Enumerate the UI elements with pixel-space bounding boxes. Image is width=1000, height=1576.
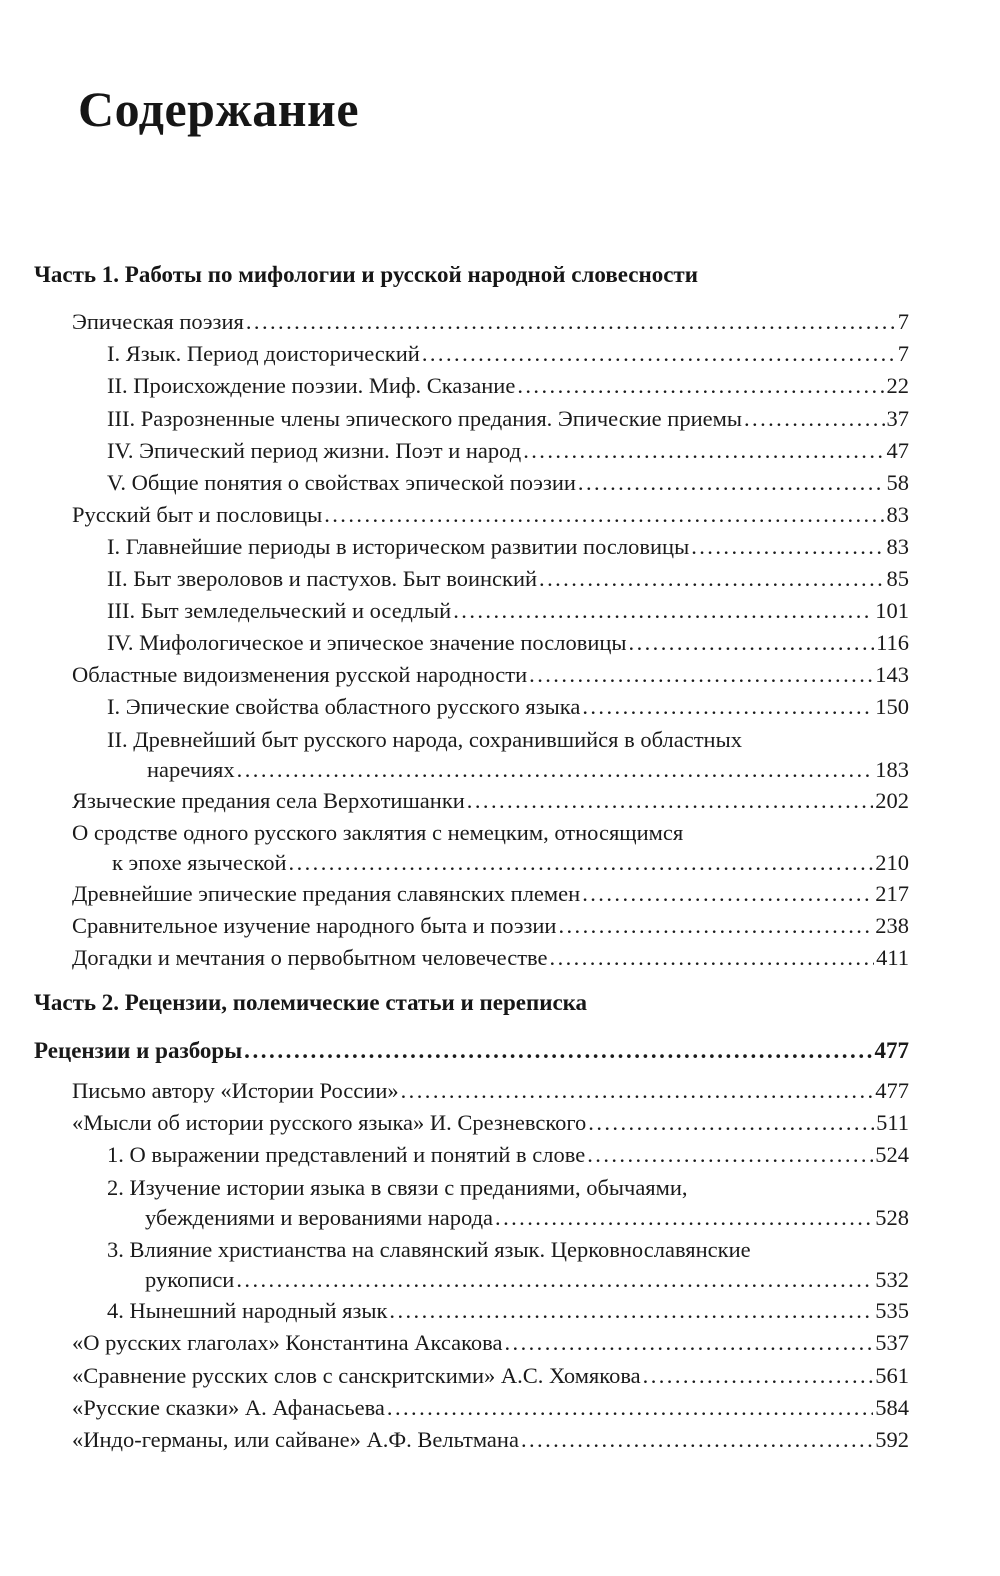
toc-entry-title: II. Происхождение поэзии. Миф. Сказание — [107, 373, 516, 398]
toc-entry-title: «О русских глаголах» Константина Аксакова — [72, 1330, 503, 1355]
toc-entry[interactable] — [107, 1296, 909, 1326]
toc-entry[interactable] — [107, 532, 909, 562]
toc-entry[interactable] — [72, 500, 909, 530]
toc-entry-page: 150 — [875, 694, 909, 719]
toc-entry-title: 2. Изучение истории языка в связи с преданиями, обычаями, — [107, 1175, 688, 1200]
toc-entry-title: II. Быт звероловов и пастухов. Быт воинский — [107, 566, 538, 591]
toc-entry-page: 83 — [886, 534, 909, 559]
toc-entry-page: 592 — [875, 1427, 909, 1452]
leader-dots — [582, 692, 873, 722]
leader-dots — [401, 1076, 874, 1106]
leader-dots — [324, 500, 884, 530]
leader-dots — [422, 339, 896, 369]
toc-entry[interactable] — [107, 1173, 909, 1233]
toc-entry-page: 535 — [875, 1298, 909, 1323]
leader-dots — [467, 786, 873, 816]
toc-entry-page: 210 — [875, 850, 909, 875]
leader-dots — [629, 628, 875, 658]
toc-entry-page: 511 — [876, 1110, 909, 1135]
toc-entry-page: 217 — [875, 881, 909, 906]
toc-entry-title: Письмо автору «Истории России» — [72, 1078, 399, 1103]
leader-dots — [453, 596, 873, 626]
toc-entry[interactable] — [107, 628, 909, 658]
toc-entry-page: 47 — [886, 438, 909, 463]
toc-entry[interactable] — [107, 692, 909, 722]
page-title: Содержание — [78, 81, 360, 137]
toc-entry-title-continued: к эпохе языческой — [112, 850, 287, 875]
toc-entry-page: 22 — [886, 373, 909, 398]
toc-entry[interactable] — [107, 468, 909, 498]
leader-dots — [246, 307, 896, 337]
leader-dots — [236, 1265, 873, 1295]
toc-entry[interactable] — [107, 1140, 909, 1170]
leader-dots — [389, 1296, 873, 1326]
leader-dots — [558, 911, 873, 941]
toc-entry-title: «Индо-германы, или сайване» А.Ф. Вельтмана — [72, 1427, 519, 1452]
leader-dots — [387, 1393, 873, 1423]
toc-entry-title: Рецензии и разборы — [34, 1038, 243, 1063]
toc-entry[interactable] — [107, 1235, 909, 1295]
toc-entry[interactable] — [107, 339, 909, 369]
toc-entry-title: «Сравнение русских слов с санскритскими» А.С. Хомякова — [72, 1363, 641, 1388]
toc-entry[interactable] — [107, 371, 909, 401]
toc-entry-page: 58 — [886, 470, 909, 495]
leader-dots — [504, 1328, 873, 1358]
toc-entry-page: 477 — [874, 1038, 909, 1063]
toc-entry-title-continued: убеждениями и верованиями народа — [145, 1205, 494, 1230]
leader-dots — [744, 404, 885, 434]
toc-entry-title: Русский быт и пословицы — [72, 502, 323, 527]
leader-dots — [523, 436, 884, 466]
toc-entry-title: IV. Эпический период жизни. Поэт и народ — [107, 438, 522, 463]
toc-entry[interactable] — [107, 436, 909, 466]
toc-entry-title: III. Разрозненные члены эпического предания. Эпические приемы — [107, 406, 742, 431]
toc-entry-page: 183 — [875, 757, 909, 782]
toc-entry-page: 85 — [886, 566, 909, 591]
toc-entry[interactable] — [72, 818, 909, 878]
toc-entry-page: 37 — [886, 406, 909, 431]
toc-entry-page: 584 — [875, 1395, 909, 1420]
toc-entry-title: Языческие предания села Верхотишанки — [72, 788, 465, 813]
toc-entry[interactable] — [72, 1328, 909, 1358]
toc-entry[interactable] — [72, 786, 909, 816]
toc-entry[interactable] — [107, 564, 909, 594]
leader-dots — [529, 660, 873, 690]
leader-dots — [517, 371, 884, 401]
leader-dots — [588, 1108, 874, 1138]
leader-dots — [643, 1361, 874, 1391]
toc-entry-page: 411 — [876, 945, 909, 970]
leader-dots — [237, 755, 874, 785]
toc-entry-title: Областные видоизменения русской народности — [72, 662, 528, 687]
part-2-heading: Часть 2. Рецензии, полемические статьи и переписка — [34, 990, 588, 1015]
toc-entry-page: 202 — [875, 788, 909, 813]
toc-entry-title: 1. О выражении представлений и понятий в слове — [107, 1142, 586, 1167]
toc-entry[interactable] — [107, 596, 909, 626]
toc-entry-title: I. Язык. Период доисторический — [107, 341, 420, 366]
toc-entry-page: 532 — [875, 1267, 909, 1292]
toc-entry-page: 561 — [875, 1363, 909, 1388]
toc-entry-title: II. Древнейший быт русского народа, сохранившийся в областных — [107, 727, 742, 752]
part-1-heading: Часть 1. Работы по мифологии и русской народной словесности — [34, 262, 698, 287]
toc-entry-title: Догадки и мечтания о первобытном человечестве — [72, 945, 548, 970]
toc-entry-page: 83 — [886, 502, 909, 527]
toc-entry-title: I. Главнейшие периоды в историческом развитии пословицы — [107, 534, 690, 559]
toc-entry[interactable] — [72, 943, 909, 973]
leader-dots — [691, 532, 884, 562]
toc-entry[interactable] — [72, 1425, 909, 1455]
toc-entry-page: 116 — [876, 630, 909, 655]
toc-entry-page: 7 — [897, 341, 909, 366]
toc-entry-title: 3. Влияние христианства на славянский язык. Церковнославянские — [107, 1237, 751, 1262]
toc-entry[interactable] — [72, 1393, 909, 1423]
toc-entry-title: Эпическая поэзия — [72, 309, 244, 334]
toc-entry-page: 238 — [875, 913, 909, 938]
leader-dots — [582, 879, 873, 909]
leader-dots — [539, 564, 884, 594]
leader-dots — [587, 1140, 873, 1170]
toc-entry[interactable] — [72, 660, 909, 690]
toc-section-entry[interactable] — [34, 1036, 909, 1066]
toc-entry[interactable] — [72, 1108, 909, 1138]
toc-entry[interactable] — [72, 307, 909, 337]
toc-entry-page: 477 — [875, 1078, 909, 1103]
toc-entry-title-continued: рукописи — [145, 1267, 235, 1292]
leader-dots — [244, 1036, 872, 1066]
toc-entry-title: Сравнительное изучение народного быта и поэзии — [72, 913, 557, 938]
leader-dots — [495, 1203, 873, 1233]
toc-entry-page: 101 — [875, 598, 909, 623]
leader-dots — [578, 468, 885, 498]
toc-entry-page: 528 — [875, 1205, 909, 1230]
toc-entry-title: 4. Нынешний народный язык — [107, 1298, 388, 1323]
toc-entry[interactable] — [107, 404, 909, 434]
toc-entry-page: 7 — [897, 309, 909, 334]
toc-entry-title: I. Эпические свойства областного русского языка — [107, 694, 581, 719]
toc-entry-title: «Русские сказки» А. Афанасьева — [72, 1395, 385, 1420]
leader-dots — [550, 943, 875, 973]
toc-entry-title: III. Быт земледельческий и оседлый — [107, 598, 452, 623]
toc-entry-title-continued: наречиях — [147, 757, 235, 782]
toc-entry-title: IV. Мифологическое и эпическое значение пословицы — [107, 630, 627, 655]
toc-entry-title: О сродстве одного русского заклятия с немецким, относящимся — [72, 820, 684, 845]
toc-entry[interactable] — [72, 879, 909, 909]
toc-entry-title: V. Общие понятия о свойствах эпической поэзии — [107, 470, 576, 495]
toc-entry[interactable] — [72, 1076, 909, 1106]
toc-entry[interactable] — [72, 911, 909, 941]
leader-dots — [521, 1425, 873, 1455]
toc-entry[interactable] — [107, 725, 909, 785]
toc-entry-page: 143 — [875, 662, 909, 687]
toc-entry[interactable] — [72, 1361, 909, 1391]
leader-dots — [289, 848, 874, 878]
toc-entry-title: «Мысли об истории русского языка» И. Срезневского — [72, 1110, 587, 1135]
toc-entry-page: 537 — [875, 1330, 909, 1355]
toc-entry-title: Древнейшие эпические предания славянских племен — [72, 881, 581, 906]
toc-entry-page: 524 — [875, 1142, 909, 1167]
